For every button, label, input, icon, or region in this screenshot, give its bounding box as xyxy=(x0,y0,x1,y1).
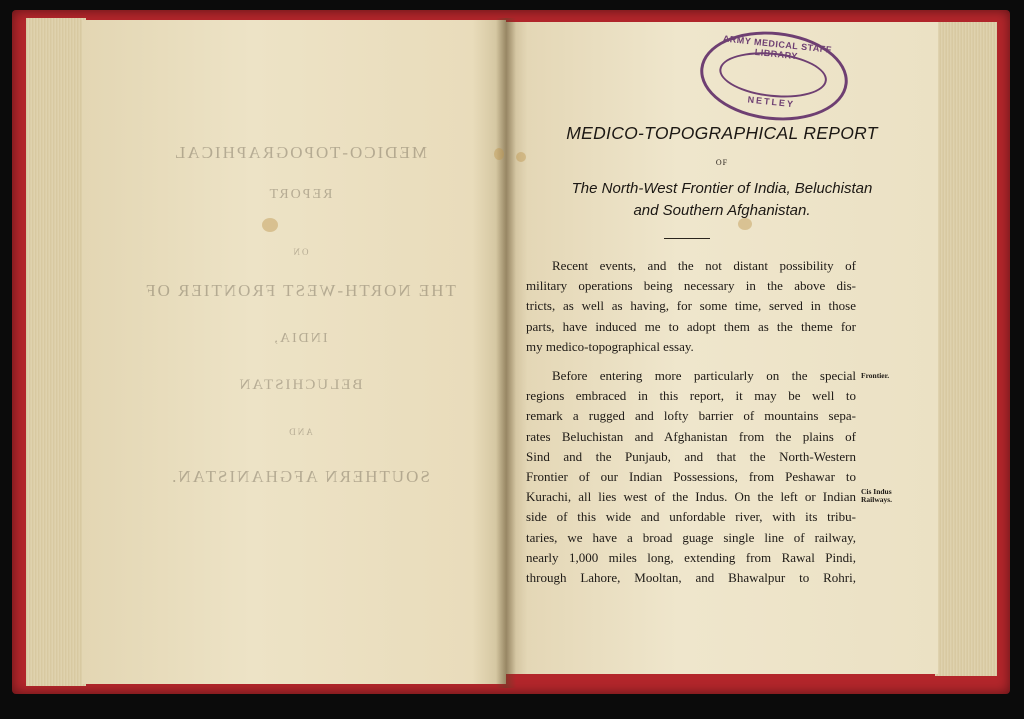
text-line: Frontier of our Indian Possessions, from Peshawar to xyxy=(526,469,856,485)
bleed-line: REPORT xyxy=(267,187,333,202)
stamp-top-text: ARMY MEDICAL STAFF LIBRARY xyxy=(722,33,833,62)
text-line: military operations being necessary in the above dis- xyxy=(526,278,856,294)
title-rule xyxy=(664,238,710,239)
bleed-line: AND xyxy=(287,427,313,437)
text-line: rates Beluchistan and Afghanistan from the plains of xyxy=(526,428,856,444)
margin-note-frontier: Frontier. xyxy=(861,371,890,380)
paragraph-1 xyxy=(526,256,856,357)
report-title: MEDICO-TOPOGRAPHICAL REPORT xyxy=(566,123,878,143)
bleed-line: INDIA, xyxy=(272,331,328,346)
text-line: parts, have induced me to adopt them as the theme for xyxy=(526,318,856,334)
text-line: Before entering more particularly on the special xyxy=(552,368,856,383)
title-of: OF xyxy=(715,158,729,167)
bleed-line: BELUCHISTAN xyxy=(237,377,363,393)
text-line: nearly 1,000 miles long, extending from Rawal Pindi, xyxy=(526,549,856,565)
bleed-line: MEDICO-TOPOGRAPHICAL xyxy=(172,143,428,162)
text-line: through Lahore, Mooltan, and Bhawalpur to Rohri, xyxy=(526,570,856,586)
margin-note-line: Cis Indus xyxy=(861,487,892,496)
subtitle-line: The North-West Frontier of India, Beluchistan xyxy=(571,180,873,197)
left-page-edges xyxy=(26,18,86,686)
paragraph-2 xyxy=(526,366,856,588)
bleed-line: SOUTHERN AFGHANISTAN. xyxy=(170,467,430,486)
text-line: Recent events, and the not distant possibility of xyxy=(552,258,856,273)
text-line: Kurachi, all lies west of the Indus. On the left or Indian xyxy=(526,489,856,505)
text-line: side of this wide and unfordable river, with its tribu- xyxy=(526,509,856,525)
text-line: taries, we have a broad guage single line of railway, xyxy=(526,529,856,545)
stamp-bottom-text: NETLEY xyxy=(747,94,796,110)
margin-note-line: Railways. xyxy=(861,495,893,504)
foxing-spot xyxy=(494,148,504,160)
text-line: Sind and the Punjaub, and that the North-Western xyxy=(526,448,856,464)
left-page xyxy=(82,20,506,684)
subtitle-line: and Southern Afghanistan. xyxy=(633,202,811,219)
book-gutter xyxy=(496,18,516,688)
bleed-line: ON xyxy=(291,247,309,257)
margin-note-cis-indus xyxy=(861,488,921,504)
foxing-spot xyxy=(262,218,278,232)
bleed-line: THE NORTH-WEST FRONTIER OF xyxy=(144,281,456,300)
report-subtitle xyxy=(510,178,934,222)
text-line: tricts, as well as having, for some time, served in those xyxy=(526,298,856,314)
right-page-edges xyxy=(935,22,997,676)
text-line: regions embraced in this report, it may be well to xyxy=(526,388,856,404)
text-line: my medico-topographical essay. xyxy=(526,338,694,354)
text-line: remark a rugged and lofty barrier of mountains sepa- xyxy=(526,408,856,424)
